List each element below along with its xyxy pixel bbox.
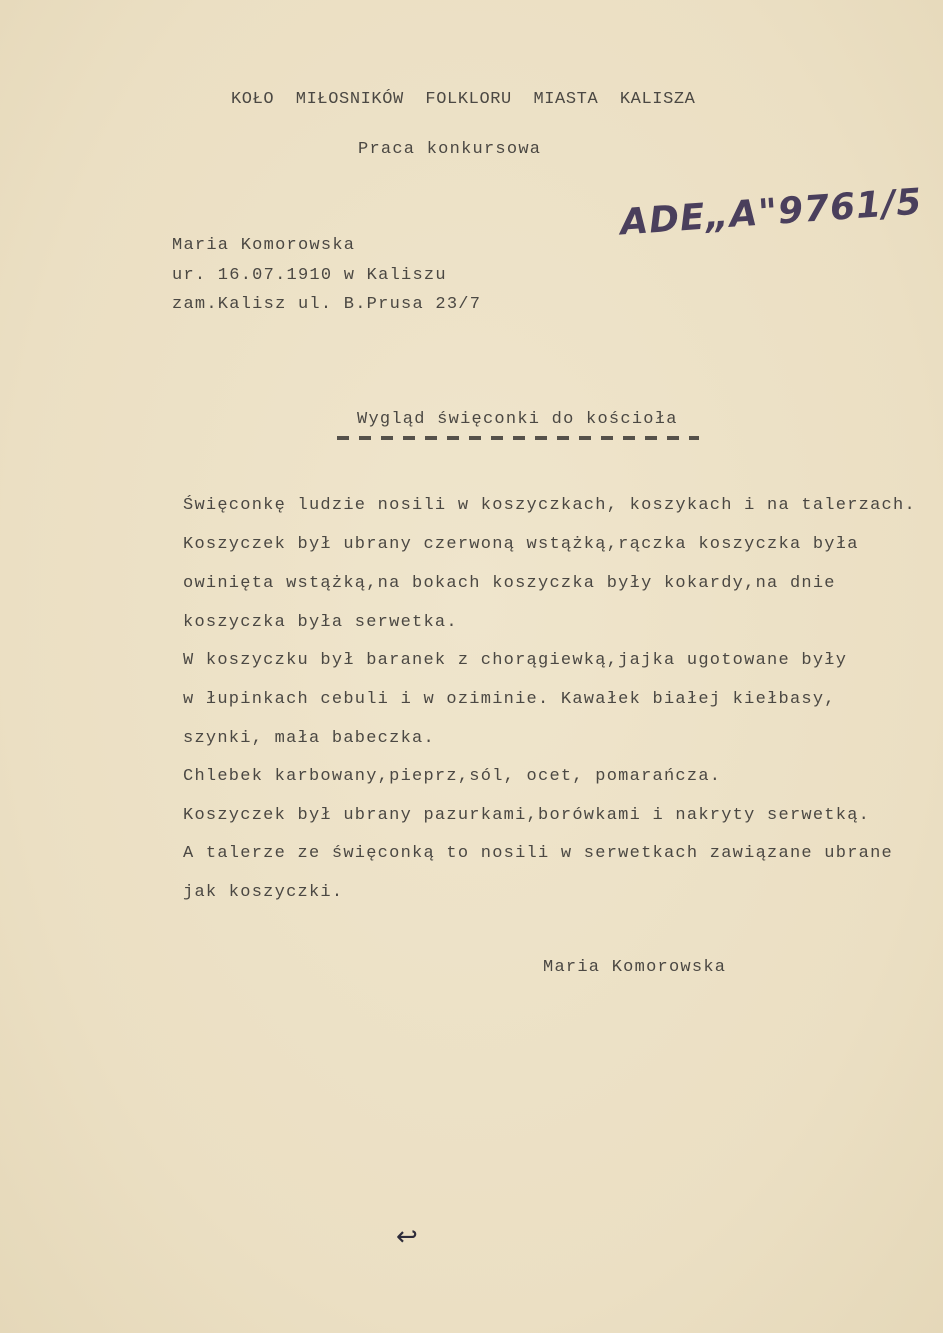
pen-mark-icon: ↩ xyxy=(396,1222,418,1252)
document-subtitle: Praca konkursowa xyxy=(358,140,542,159)
archive-signature-mark: ADE„A"9761/5 xyxy=(618,181,924,244)
title-underline xyxy=(337,436,699,440)
body-line: Koszyczek był ubrany czerwoną wstążką,rączka koszyczka była xyxy=(183,535,859,554)
body-line: Święconkę ludzie nosili w koszyczkach, koszykach i na talerzach. xyxy=(183,496,916,515)
author-name: Maria Komorowska xyxy=(172,236,356,255)
signature: Maria Komorowska xyxy=(543,958,727,977)
body-line: W koszyczku był baranek z chorągiewką,jajka ugotowane były xyxy=(183,651,848,670)
body-line: Koszyczek był ubrany pazurkami,borówkami i nakryty serwetką. xyxy=(183,806,871,825)
author-address: zam.Kalisz ul. B.Prusa 23/7 xyxy=(172,295,482,314)
organization-header: KOŁO MIŁOSNIKÓW FOLKLORU MIASTA KALISZA xyxy=(231,90,696,109)
body-line: owinięta wstążką,na bokach koszyczka były kokardy,na dnie xyxy=(183,574,836,593)
body-line: koszyczka była serwetka. xyxy=(183,613,458,632)
body-line: Chlebek karbowany,pieprz,sól, ocet, pomarańcza. xyxy=(183,767,722,786)
body-line: A talerze ze święconką to nosili w serwetkach zawiązane ubrane xyxy=(183,844,894,863)
author-birth: ur. 16.07.1910 w Kaliszu xyxy=(172,266,447,285)
document-title: Wygląd święconki do kościoła xyxy=(357,410,678,429)
body-line: jak koszyczki. xyxy=(183,883,344,902)
body-line: w łupinkach cebuli i w oziminie. Kawałek białej kiełbasy, xyxy=(183,690,836,709)
body-line: szynki, mała babeczka. xyxy=(183,729,435,748)
